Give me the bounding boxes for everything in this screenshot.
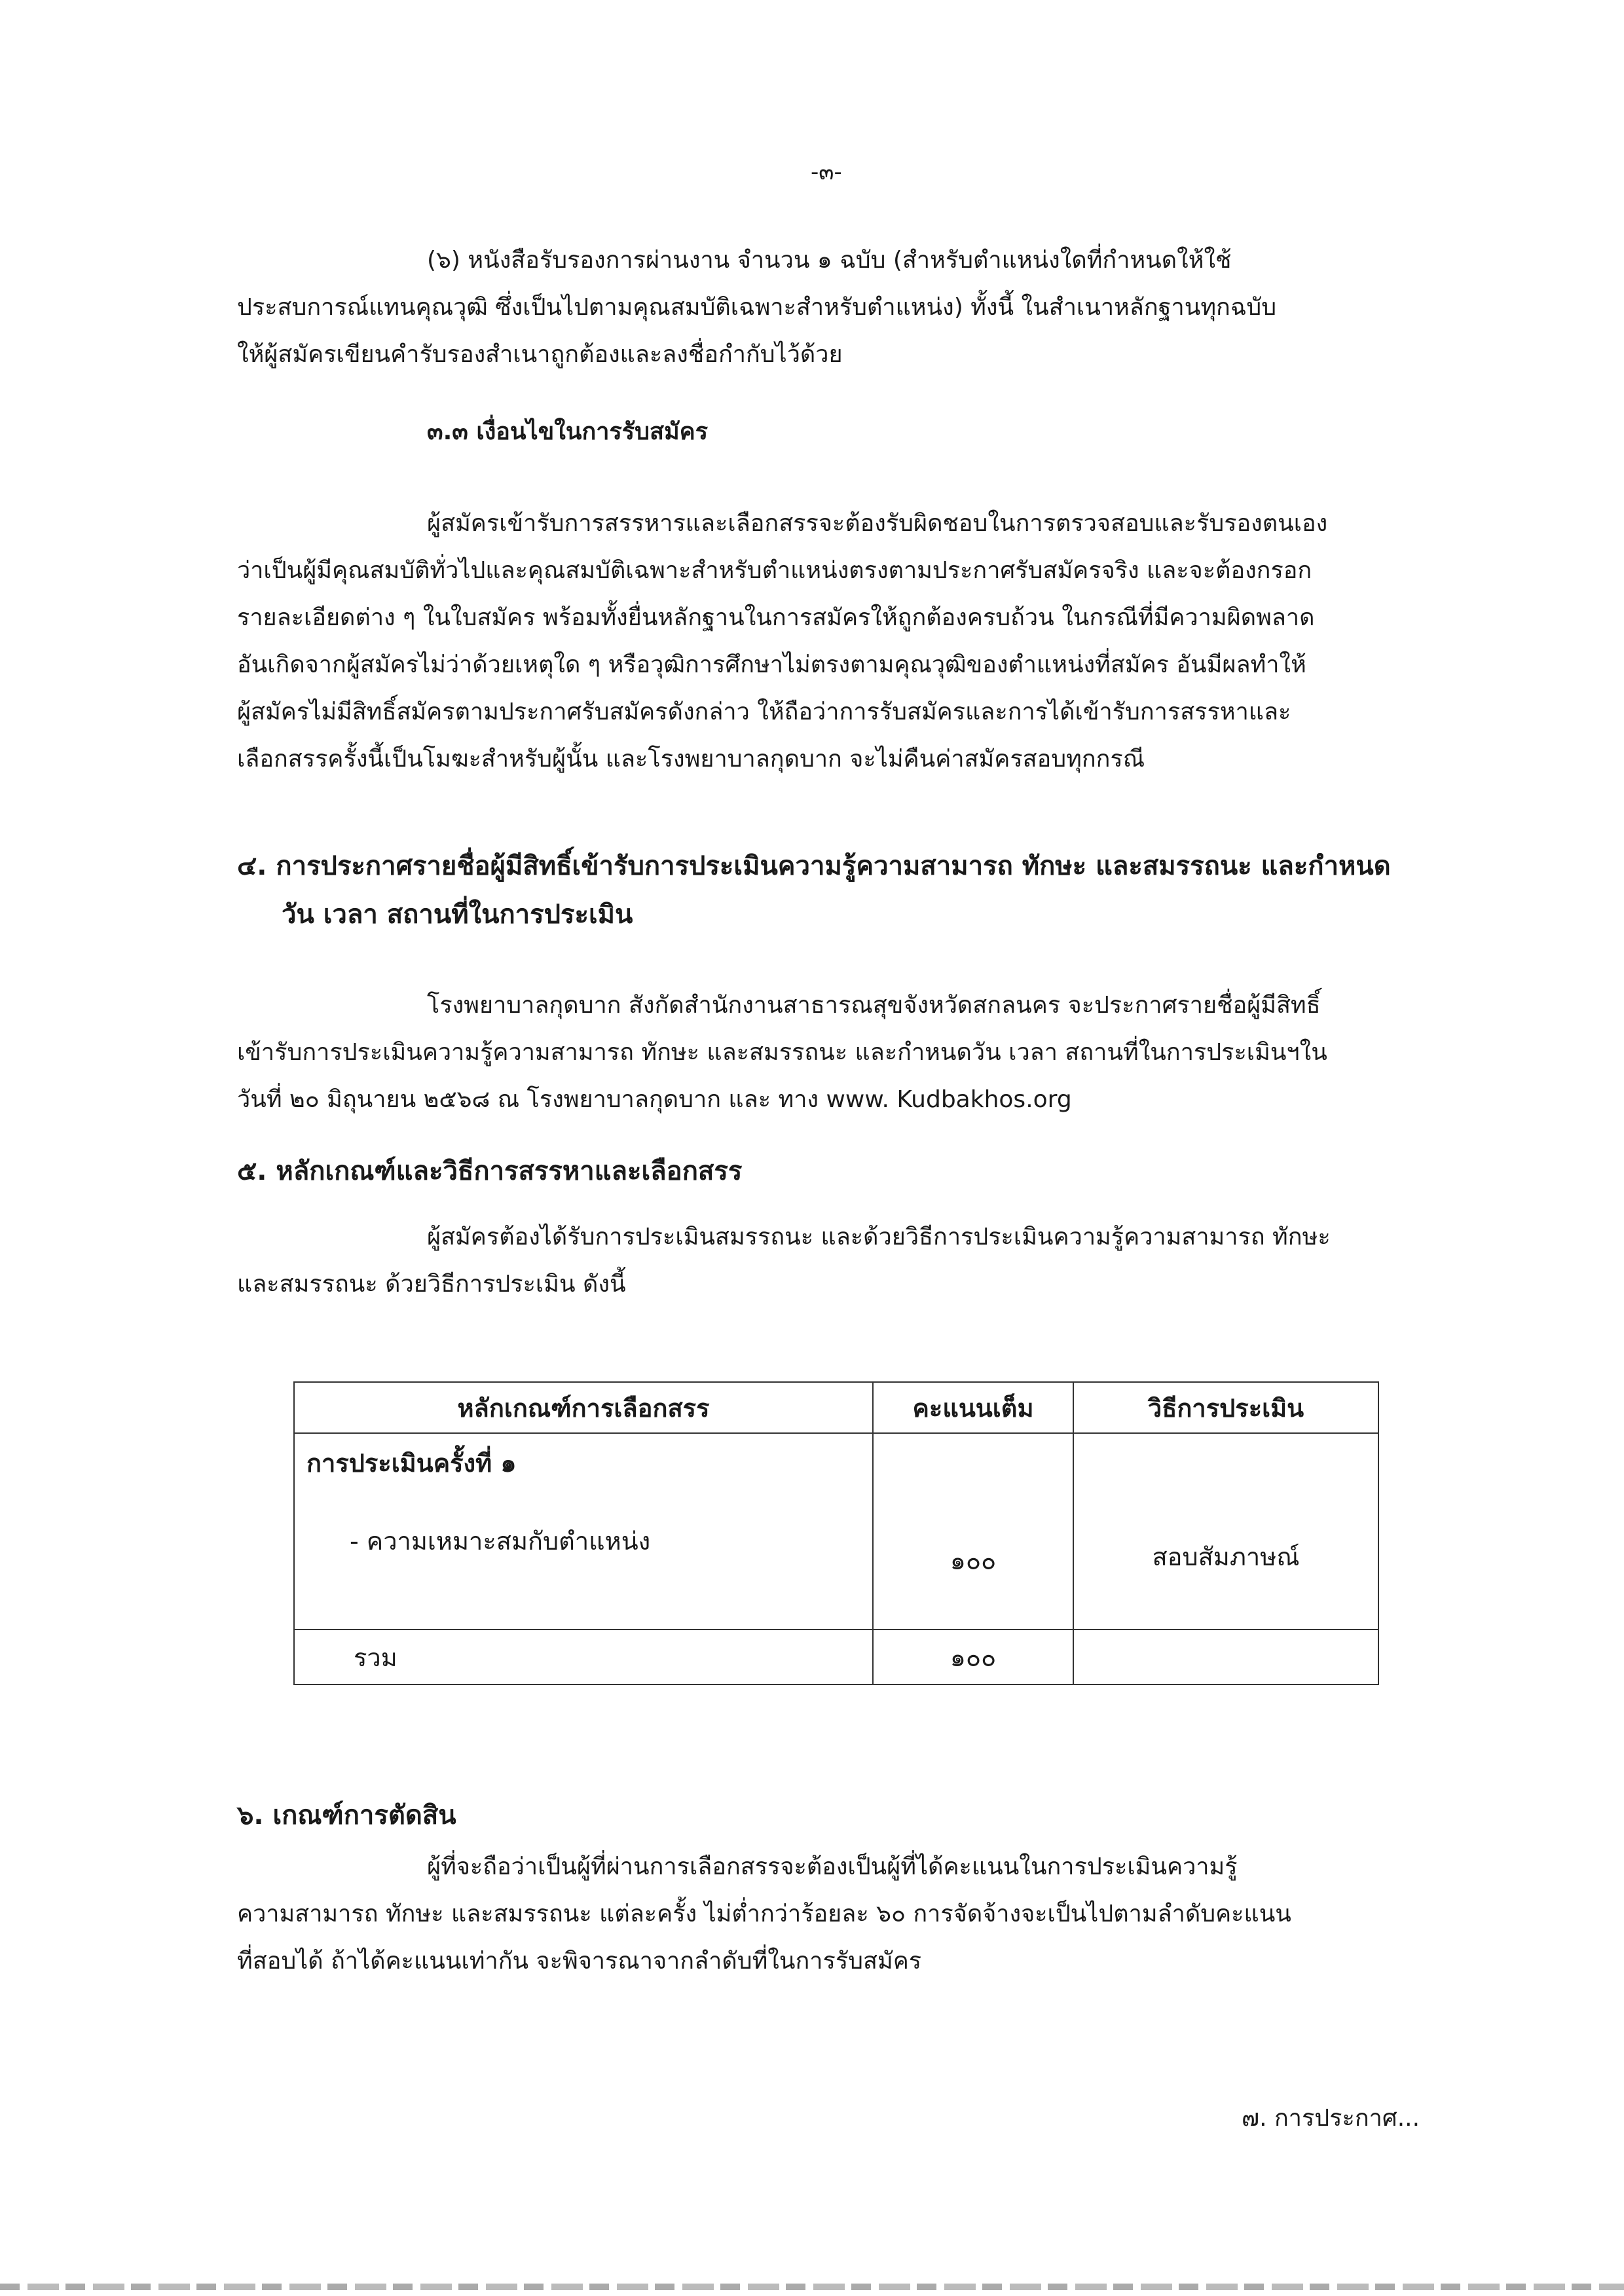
section6-line3: ที่สอบได้ ถ้าได้คะแนนเท่ากัน จะพิจารณาจากลำดับที่ในการรับสมัคร: [237, 1948, 922, 1975]
criteria-table: [293, 1381, 1379, 1685]
section33-line5: ผู้สมัครไม่มีสิทธิ์สมัครตามประกาศรับสมัครดังกล่าว ให้ถือว่าการรับสมัครและการได้เข้ารับการสรรหาและ: [237, 699, 1291, 725]
section33-line3: รายละเอียดต่าง ๆ ในใบสมัคร พร้อมทั้งยื่นหลักฐานในการสมัครให้ถูกต้องครบถ้วน ในกรณีที่มีความผิดพลาด: [237, 604, 1315, 631]
total-score: ๑๐๐: [873, 1630, 1073, 1685]
item-method: สอบสัมภาษณ์: [1073, 1433, 1378, 1630]
section6-line1: ผู้ที่จะถือว่าเป็นผู้ที่ผ่านการเลือกสรรจะต้องเป็นผู้ที่ได้คะแนนในการประเมินความรู้: [427, 1853, 1238, 1880]
section4-heading-line1: ๔. การประกาศรายชื่อผู้มีสิทธิ์เข้ารับการประเมินความรู้ความสามารถ ทักษะ และสมรรถนะ และกำหนด: [237, 851, 1391, 881]
para6-line1: (๖) หนังสือรับรองการผ่านงาน จำนวน ๑ ฉบับ (สำหรับตำแหน่งใดที่กำหนดให้ใช้: [427, 247, 1232, 274]
section6-heading: ๖. เกณฑ์การตัดสิน: [237, 1800, 456, 1831]
section4-line2: เข้ารับการประเมินความรู้ความสามารถ ทักษะ และสมรรถนะ และกำหนดวัน เวลา สถานที่ในการประเมินฯใน: [237, 1039, 1327, 1066]
header-criteria: หลักเกณฑ์การเลือกสรร: [294, 1382, 873, 1433]
section4-line1: โรงพยาบาลกุดบาก สังกัดสำนักงานสาธารณสุขจังหวัดสกลนคร จะประกาศรายชื่อผู้มีสิทธิ์: [427, 992, 1321, 1019]
section33-heading: ๓.๓ เงื่อนไขในการรับสมัคร: [427, 418, 709, 445]
section5-line2: และสมรรถนะ ด้วยวิธีการประเมิน ดังนี้: [237, 1271, 626, 1298]
section5-line1: ผู้สมัครต้องได้รับการประเมินสมรรถนะ และด้วยวิธีการประเมินความรู้ความสามารถ ทักษะ: [427, 1224, 1331, 1250]
section6-line2: ความสามารถ ทักษะ และสมรรถนะ แต่ละครั้ง ไม่ต่ำกว่าร้อยละ ๖๐ การจัดจ้างจะเป็นไปตามลำดับคะแนน: [237, 1901, 1291, 1927]
criteria-cell: [294, 1433, 873, 1630]
scan-edge-artifact: [0, 2284, 1624, 2290]
para6-line3: ให้ผู้สมัครเขียนคำรับรองสำเนาถูกต้องและลงชื่อกำกับไว้ด้วย: [237, 341, 843, 368]
page-number: -๓-: [811, 159, 842, 185]
section4-heading-line2: วัน เวลา สถานที่ในการประเมิน: [282, 900, 633, 930]
section4-line3: วันที่ ๒๐ มิถุนายน ๒๕๖๘ ณ โรงพยาบาลกุดบาก และ ทาง www. Kudbakhos.org: [237, 1086, 1072, 1113]
section33-line6: เลือกสรรครั้งนี้เป็นโมฆะสำหรับผู้นั้น และโรงพยาบาลกุดบาก จะไม่คืนค่าสมัครสอบทุกกรณี: [237, 746, 1145, 773]
section33-line4: อันเกิดจากผู้สมัครไม่ว่าด้วยเหตุใด ๆ หรือวุฒิการศึกษาไม่ตรงตามคุณวุฒิของตำแหน่งที่สมัคร อันมีผลทำให้: [237, 651, 1306, 678]
total-label: รวม: [294, 1630, 873, 1685]
section33-line1: ผู้สมัครเข้ารับการสรรหารและเลือกสรรจะต้องรับผิดชอบในการตรวจสอบและรับรองตนเอง: [427, 510, 1328, 537]
assessment-round-title: การประเมินครั้งที่ ๑: [306, 1449, 517, 1478]
header-full-score: คะแนนเต็ม: [873, 1382, 1073, 1433]
table-row-total: [294, 1630, 1378, 1685]
section5-heading: ๕. หลักเกณฑ์และวิธีการสรรหาและเลือกสรร: [237, 1156, 743, 1186]
header-method: วิธีการประเมิน: [1073, 1382, 1378, 1433]
total-method: [1073, 1630, 1378, 1685]
table-row: [294, 1433, 1378, 1630]
criteria-item-label: - ความเหมาะสมกับตำแหน่ง: [350, 1527, 651, 1556]
item-score: ๑๐๐: [873, 1433, 1073, 1630]
table-header-row: [294, 1382, 1378, 1433]
para6-line2: ประสบการณ์แทนคุณวุฒิ ซึ่งเป็นไปตามคุณสมบัติเฉพาะสำหรับตำแหน่ง) ทั้งนี้ ในสำเนาหลักฐานทุกฉบับ: [237, 294, 1277, 321]
continuation-note: ๗. การประกาศ...: [1242, 2105, 1420, 2132]
section33-line2: ว่าเป็นผู้มีคุณสมบัติทั่วไปและคุณสมบัติเฉพาะสำหรับตำแหน่งตรงตามประกาศรับสมัครจริง และจะต้องกรอก: [237, 557, 1312, 584]
